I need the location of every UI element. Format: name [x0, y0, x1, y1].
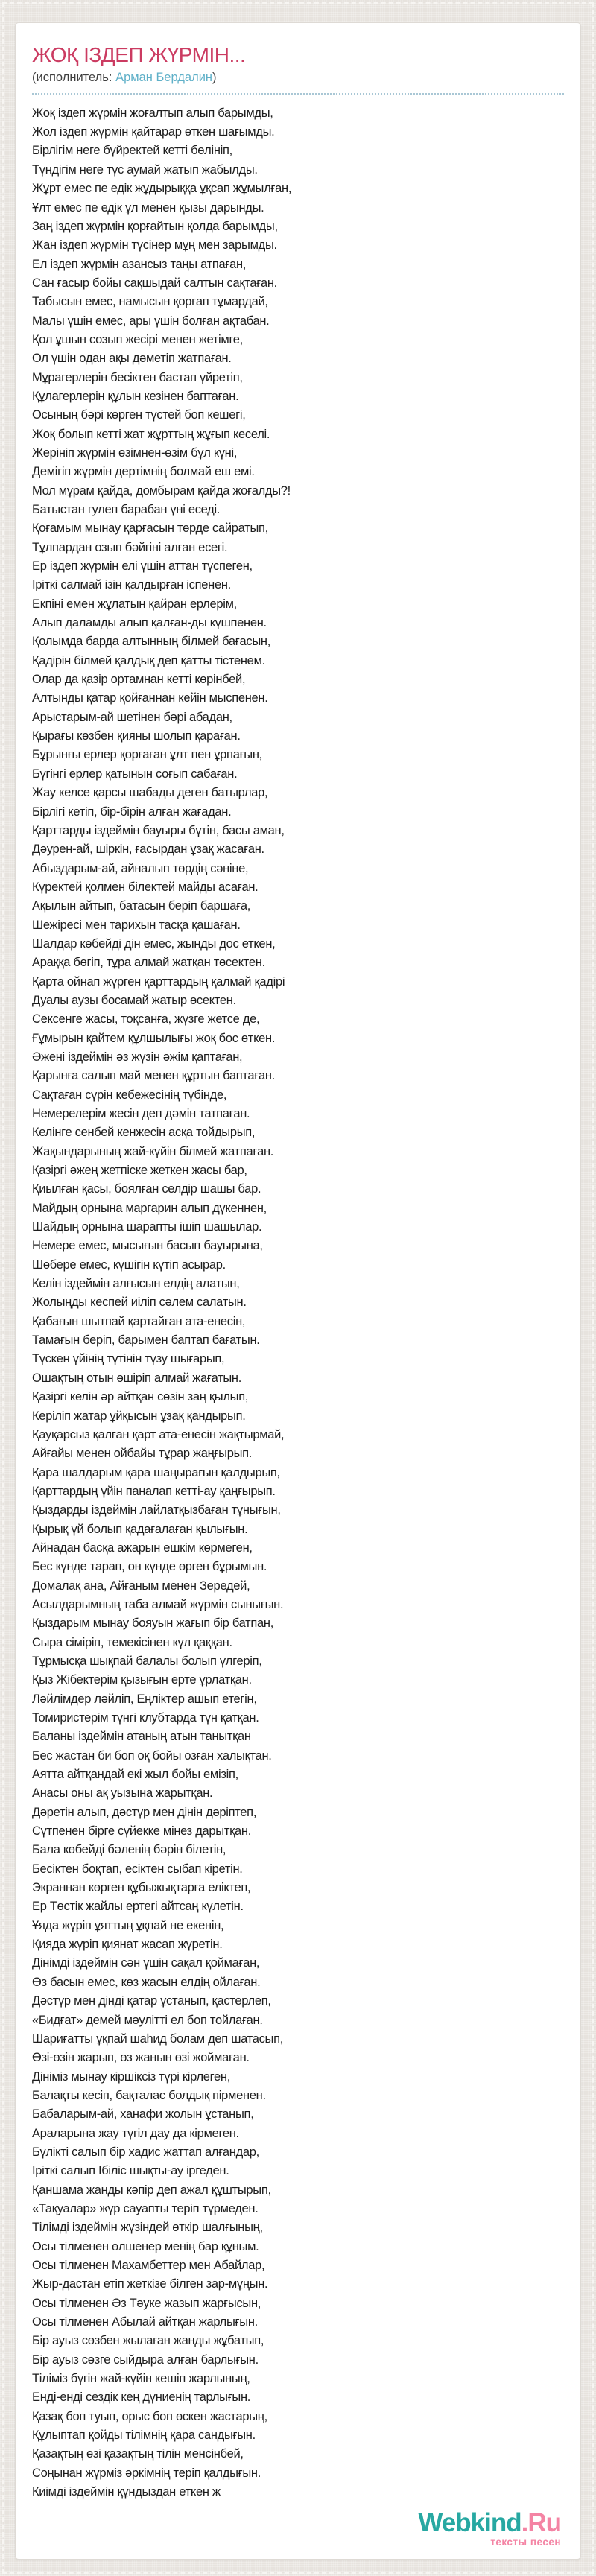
page-title: ЖОҚ ІЗДЕП ЖҮРМІН...: [32, 43, 246, 66]
lyric-line: Осы тілменен Әз Тәуке жазып жарғысын,: [32, 2296, 261, 2310]
lyric-line: Тамағын беріп, барымен баптап бағатын.: [32, 1333, 260, 1348]
lyric-line: Анасы оны ақ уызына жарытқан.: [32, 1786, 213, 1801]
lyric-line: Бала көбейді бәленің бәрін білетін,: [32, 1843, 226, 1857]
lyric-line: Қияда жүріп қиянат жасап жүретін.: [32, 1938, 223, 1952]
performer-prefix: (исполнитель:: [32, 70, 116, 84]
lyric-line: Бесіктен боқтап, есіктен сыбап кіретін.: [32, 1862, 243, 1876]
lyric-line: Жан іздеп жүрмін түсінер мұң мен зарымды.: [32, 238, 277, 253]
lyric-line: Сан ғасыр бойы сақшыдай салтын сақтаған.: [32, 276, 277, 290]
lyric-line: Айнадан басқа ажарын ешкім көрмеген,: [32, 1541, 253, 1555]
lyric-line: Жерініп жүрмін өзімнен-өзім бұл күні,: [32, 445, 238, 460]
lyric-line: Дәретін алып, дәстүр мен дінін дәріптеп,: [32, 1805, 257, 1819]
lyric-line: Қыздарды іздеймін лайлатқызбаған тұнығын,: [32, 1503, 281, 1517]
lyric-line: Балақты кесіп, бақталас болдық пірменен.: [32, 2088, 266, 2102]
lyric-line: Шежіресі мен тарихын тасқа қашаған.: [32, 918, 241, 932]
lyric-line: Келін іздеймін алғысын елдің алатын,: [32, 1277, 240, 1291]
lyric-line: Сақтаған сүрін кебежесінің түбінде,: [32, 1088, 227, 1102]
lyric-line: Шайдың орнына шарапты ішіп шашылар.: [32, 1220, 262, 1234]
lyric-line: Түскен үйінің түтінін түзу шығарып,: [32, 1352, 225, 1366]
lyric-line: Домалақ ана, Айғаным менен Зередей,: [32, 1579, 250, 1593]
lyric-line: Дуалы аузы босамай жатыр өсектен.: [32, 993, 236, 1007]
lyric-line: Қол ұшын созып жесірі менен жетімге,: [32, 332, 243, 346]
lyric-line: Сыра сіміріп, темекісінен күл қаққан.: [32, 1635, 232, 1649]
lyric-line: Қыз Жібектерім қызығын ерте ұрлатқан.: [32, 1673, 252, 1687]
lyric-line: Қадірін білмей қалдық деп қатты тістенем.: [32, 653, 265, 667]
lyric-line: Мол мұрам қайда, домбырам қайда жоғалды?!: [32, 483, 291, 498]
lyric-line: Бес күнде тарап, он күнде өрген бұрымын.: [32, 1560, 267, 1574]
lyric-line: «Бидғат» демей мәулітті ел боп тойлаған.: [32, 2013, 263, 2027]
lyric-line: Бабаларым-ай, ханафи жолын ұстанып,: [32, 2107, 254, 2122]
lyric-line: Сүтпенен бірге сүйекке мінез дарытқан.: [32, 1824, 251, 1839]
lyric-line: Күректей қолмен білектей майды асаған.: [32, 880, 259, 894]
lyric-line: Немерелерім жесін деп дәмін татпаған.: [32, 1107, 250, 1121]
webkind-wordmark: [418, 2507, 561, 2537]
lyric-line: Дәстүр мен дінді қатар ұстанып, қастерлеп,: [32, 1994, 271, 2008]
lyric-line: Бір ауыз сөзге сыйдыра алған барлығын.: [32, 2353, 259, 2367]
performer-suffix: ): [212, 70, 217, 84]
lyric-line: Ұяда жүріп ұяттың ұқпай не екенін,: [32, 1918, 224, 1932]
lyric-line: Ақылын айтып, батасын беріп баршаға,: [32, 899, 251, 913]
lyric-line: Бұрынғы ерлер қорғаған ұлт пен ұрпағын,: [32, 748, 262, 762]
lyric-line: «Тақуалар» жүр сауапты теріп түрмеден.: [32, 2201, 259, 2215]
lyric-line: Осының бәрі көрген түстей боп кешегі,: [32, 408, 246, 422]
lyric-line: Қоғамым мынау қарғасын төрде сайратып,: [32, 521, 268, 536]
lyric-line: Табысын емес, намысын қорғап тұмардай,: [32, 295, 268, 309]
lyric-line: Аятта айтқандай екі жыл бойы емізіп,: [32, 1768, 238, 1782]
lyric-line: Шөбере емес, күшігін күтіп асырар.: [32, 1257, 226, 1272]
lyric-line: Заң іздеп жүрмін қорғайтын қолда барымды,: [32, 219, 278, 233]
lyric-line: Осы тілменен Махамбеттер мен Абайлар,: [32, 2258, 265, 2272]
lyric-line: Тіліміз бүгін жай-күйін кешіп жарлының,: [32, 2372, 250, 2386]
lyric-line: Қазіргі әжең жетпіске жеткен жасы бар,: [32, 1164, 247, 1178]
lyric-line: Қаншама жанды кәпір деп ажал құштырып,: [32, 2183, 271, 2197]
lyric-line: Ғұмырын қайтем құлшылығы жоқ бос өткен.: [32, 1031, 276, 1045]
lyric-line: Дәурен-ай, шіркін, ғасырдан ұзақ жасаған.: [32, 843, 264, 857]
lyric-line: Жол іздеп жүрмін қайтарар өткен шағымды.: [32, 125, 275, 139]
lyric-line: Алтынды қатар қойғаннан кейін мыспенен.: [32, 691, 268, 705]
lyric-line: Тұрмысқа шықпай балалы болып үлгеріп,: [32, 1654, 262, 1668]
lyric-line: Арыстарым-ай шетінен бәрі абадан,: [32, 710, 232, 724]
lyric-line: Киімді іздеймін құндыздан еткен ж: [32, 2485, 221, 2499]
lyric-line: Ләйлімдер ләйліп, Еңліктер ашып етегін,: [32, 1692, 257, 1706]
lyric-line: Қазақтың өзі қазақтың тілін менсінбей,: [32, 2447, 244, 2461]
webkind-tagline: тексты песен: [490, 2536, 561, 2548]
lyric-line: Шалдар көбейді дін емес, жынды дос еткен,: [32, 936, 276, 951]
lyric-line: Немере емес, мысығын басып бауырына,: [32, 1239, 263, 1253]
lyric-line: Бірлігі кетіп, бір-бірін алған жағадан.: [32, 805, 232, 819]
lyric-line: Қиылған қасы, боялған селдір шашы бар.: [32, 1182, 261, 1196]
lyric-line: Келінге сенбей кенжесін асқа тойдырып,: [32, 1126, 256, 1140]
lyric-line: Бір ауыз сөзбен жылаған жанды жұбатып,: [32, 2334, 264, 2348]
lyric-line: Қабағын шытпай қартайған ата-енесін,: [32, 1314, 246, 1328]
lyric-line: Жау келсе қарсы шабады деген батырлар,: [32, 786, 268, 800]
lyric-line: Демігіп жүрмін дертімнің болмай еш емі.: [32, 465, 255, 479]
lyric-line: Дінімді іздеймін сән үшін сақал қоймаған,: [32, 1956, 260, 1970]
lyric-line: Түндігім неге түс аумай жатып жабылды.: [32, 162, 258, 177]
lyric-line: Қарта ойнап жүрген қарттардың қалмай қадірі: [32, 974, 285, 989]
lyric-line: Бес жастан би боп оқ бойы озған халықтан.: [32, 1748, 272, 1763]
lyric-line: Іріткі салмай ізін қалдырған іспенен.: [32, 578, 231, 592]
lyric-line: Ел іздеп жүрмін азансыз таңы атпаған,: [32, 257, 247, 271]
lyric-line: Қолымда барда алтынның білмей бағасын,: [32, 635, 270, 649]
lyric-line: Осы тілменен Абылай айтқан жарлығын.: [32, 2315, 258, 2329]
lyric-line: Тілімді іздеймін жүзіндей өткір шалғының,: [32, 2221, 263, 2235]
lyric-line: Қарттардың үйін паналап кетті-ау қаңғырып.: [32, 1484, 276, 1498]
lyric-line: Қарынға салып май менен құртын баптаған.: [32, 1069, 275, 1083]
lyric-line: Керіліп жатар ұйқысын ұзақ қандырып.: [32, 1409, 246, 1423]
lyrics-text: [32, 104, 564, 2502]
lyric-line: Қыздарым мынау бояуын жағып бір батпан,: [32, 1617, 273, 1631]
lyric-line: Қазіргі келін әр айтқан сөзін заң қылып,: [32, 1390, 249, 1404]
lyric-line: Алып даламды алып қалған-ды күшпенен.: [32, 616, 267, 630]
lyric-line: Бүлікті салып бір хадис жаттап алғандар,: [32, 2145, 259, 2159]
lyric-line: Осы тілменен өлшенер менің бар құным.: [32, 2239, 259, 2253]
content-card: [15, 22, 581, 2560]
lyric-line: Ошақтың отын өшіріп алмай жағатын.: [32, 1371, 242, 1385]
lyric-line: Екпіні емен жұлатын қайран ерлерім,: [32, 597, 237, 611]
performer-line: [32, 71, 564, 95]
lyric-line: Құлыптап қойды тілімнің қара сандығын.: [32, 2429, 256, 2443]
lyric-line: Мұрагерлерін бесіктен бастап үйретіп,: [32, 370, 243, 384]
lyric-line: Өзі-өзін жарып, өз жанын өзі жоймаған.: [32, 2051, 250, 2065]
lyric-line: Іріткі салып Ібіліс шықты-ау іргеден.: [32, 2164, 229, 2178]
webkind-wordmark-name: Webkind: [418, 2507, 522, 2537]
lyric-line: Абыздарым-ай, айналып төрдің сәніне,: [32, 861, 249, 875]
lyric-line: Айғайы менен ойбайы тұрар жаңғырып.: [32, 1447, 253, 1461]
lyric-line: Қырағы көзбен қияны шолып қараған.: [32, 729, 241, 743]
lyric-line: Ер іздеп жүрмін елі үшін аттан түспеген,: [32, 559, 253, 574]
lyric-line: Дініміз мынау кіршіксіз түрі кірлеген,: [32, 2069, 231, 2084]
performer-link[interactable]: Арман Бердалин: [115, 70, 213, 84]
lyric-line: Қауқарсыз қалған қарт ата-енесін жақтырмай,: [32, 1427, 285, 1441]
lyric-line: Батыстан гулеп барабан үні еседі.: [32, 503, 221, 517]
lyric-line: Сексенге жасы, тоқсанға, жүзге жетсе де,: [32, 1012, 260, 1027]
lyric-line: Қара шалдарым қара шаңырағын қалдырып,: [32, 1465, 280, 1479]
lyric-line: Шариғатты ұқпай шаһид болам деп шатасып,: [32, 2031, 284, 2046]
lyric-line: Жолыңды кеспей иіліп сәлем салатын.: [32, 1295, 247, 1310]
lyric-line: Жыр-дастан етіп жеткізе білген зар-мұңын.: [32, 2277, 268, 2291]
lyric-line: Қазақ боп туып, орыс боп өскен жастарың,: [32, 2409, 267, 2423]
lyric-line: Малы үшін емес, ары үшін болған ақтабан.: [32, 314, 270, 328]
webkind-logo-link[interactable]: [418, 2507, 561, 2548]
lyric-line: Ұлт емес пе едік ұл менен қызы дарынды.: [32, 200, 264, 215]
lyric-line: Бірлігім неге бүйректей кетті бөлініп,: [32, 144, 232, 158]
lyric-line: Әжені іздеймін әз жүзін әжім қаптаған,: [32, 1050, 243, 1064]
lyric-line: Тұлпардан озып бәйгіні алған есегі.: [32, 540, 228, 554]
lyric-line: Олар да қазір ортамнан кетті көрінбей,: [32, 673, 246, 687]
lyric-line: Араларына жау түгіл дау да кірмеген.: [32, 2126, 239, 2140]
lyric-line: Баланы іздеймін атаның атын танытқан: [32, 1730, 251, 1744]
lyric-line: Енді-енді сездік кең дүниенің тарлығын.: [32, 2391, 251, 2405]
lyric-line: Асылдарымның таба алмай жүрмін сынығын.: [32, 1597, 284, 1611]
lyric-line: Жұрт емес пе едік жұдырыққа ұқсап жұмылған,: [32, 182, 292, 196]
lyric-line: Жоқ іздеп жүрмін жоғалтып алып барымды,: [32, 106, 273, 120]
lyric-line: Жоқ болып кетті жат жұрттың жұғып кеселі.: [32, 427, 270, 441]
lyric-line: Соңынан жүрміз әркімнің теріп қалдығын.: [32, 2466, 261, 2480]
lyric-line: Қырық үй болып қадағалаған қылығын.: [32, 1522, 248, 1536]
lyric-line: Жақындарының жай-күйін білмей жатпаған.: [32, 1144, 274, 1158]
lyric-line: Араққа бөгіп, тұра алмай жатқан төсектен.: [32, 956, 265, 970]
lyric-line: Майдың орнына маргарин алып дүкеннен,: [32, 1201, 267, 1215]
webkind-wordmark-domain: .Ru: [521, 2507, 561, 2537]
lyric-line: Бүгінгі ерлер қатынын соғып сабаған.: [32, 767, 238, 781]
lyric-line: Ол үшін одан ақы дәметіп жатпаған.: [32, 352, 232, 366]
lyric-line: Экраннан көрген құбыжықтарға еліктеп,: [32, 1881, 251, 1895]
lyric-line: Ер Төстік жайлы ертегі айтсаң күлетін.: [32, 1900, 244, 1914]
lyric-line: Қарттарды іздеймін бауыры бүтін, басы аман,: [32, 823, 285, 837]
lyric-line: Томиристерім түнгі клубтарда түн қатқан.: [32, 1711, 259, 1725]
lyric-line: Өз басын емес, көз жасын елдің ойлаған.: [32, 1975, 261, 1989]
lyric-line: Құлагерлерін құлын кезінен баптаған.: [32, 389, 239, 403]
